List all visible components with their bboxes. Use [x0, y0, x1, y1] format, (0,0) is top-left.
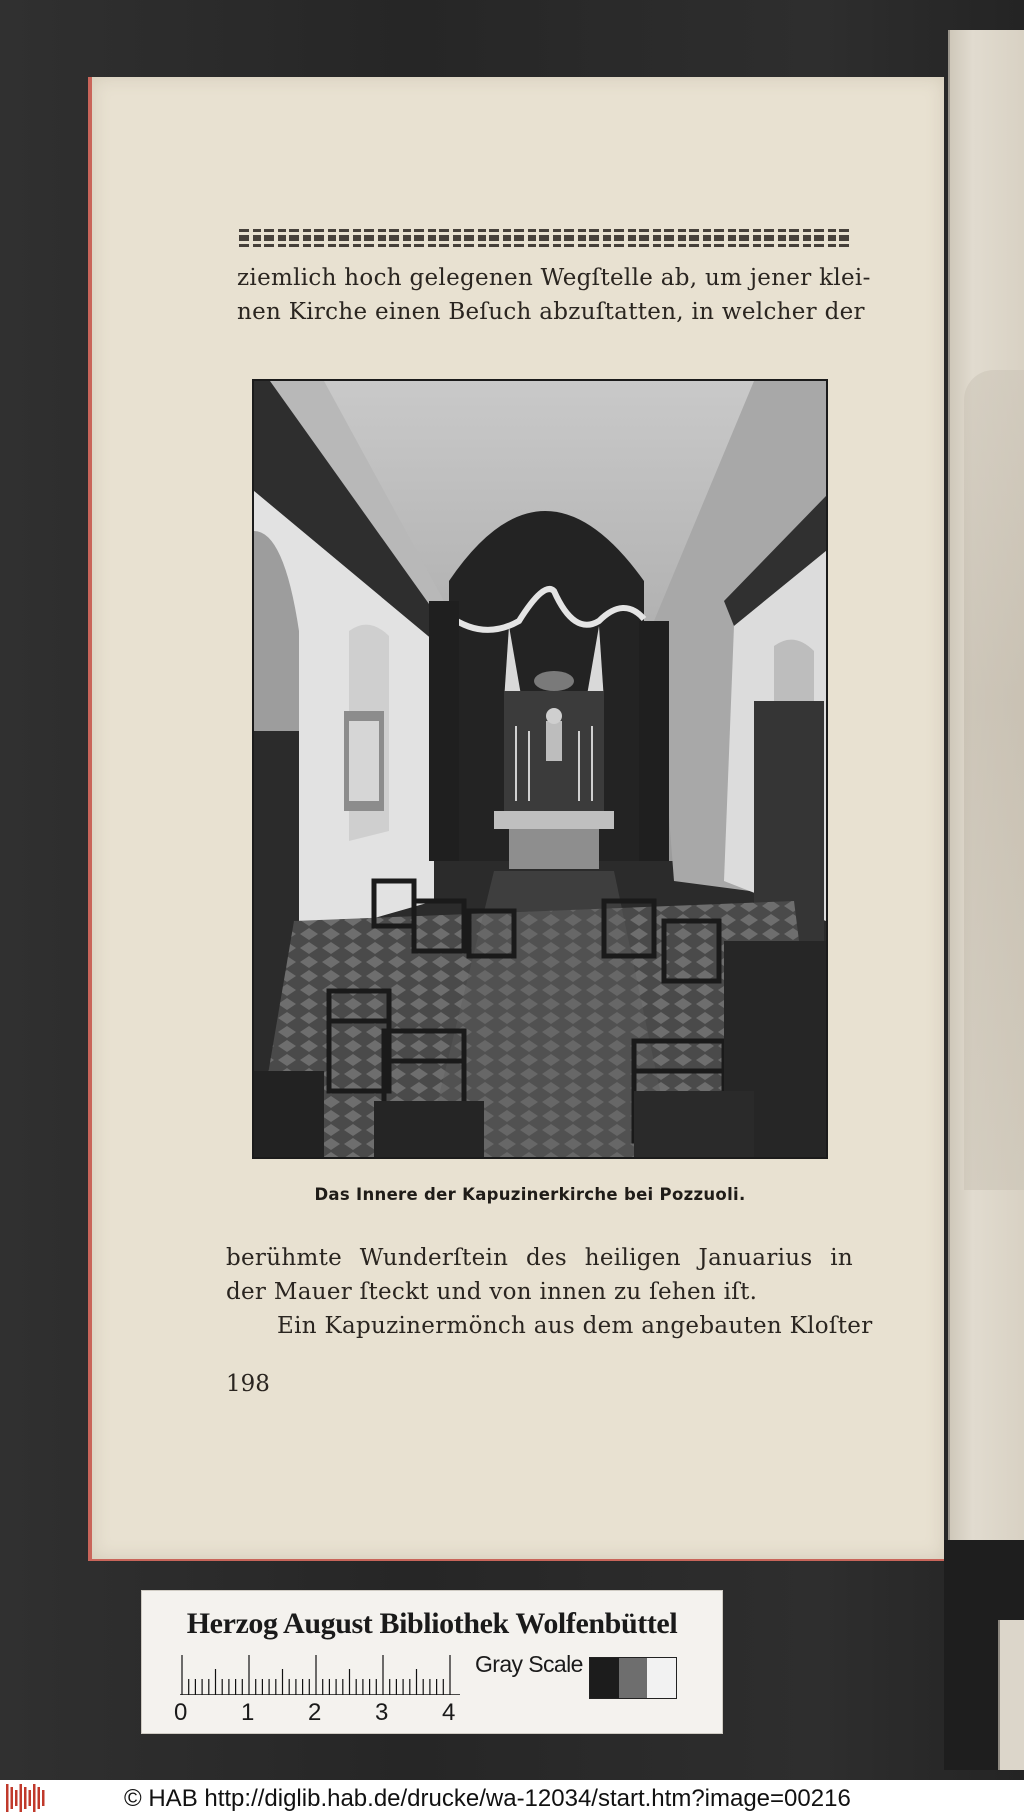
- adjacent-page-tab: [998, 1620, 1024, 1770]
- library-name: Herzog August Bibliothek Wolfenbüttel: [186, 1607, 678, 1640]
- body-text-line-1: ziemlich hoch gelegenen Wegſtelle ab, um jener klei-: [237, 265, 871, 291]
- church-interior-photograph: [252, 379, 828, 1159]
- ruler-number-3: 3: [375, 1699, 389, 1726]
- ruler-number-0: 0: [174, 1699, 188, 1726]
- ruler-number-2: 2: [308, 1699, 322, 1726]
- gray-swatch-light: [647, 1658, 676, 1698]
- logo-stripe: [6, 1784, 9, 1812]
- book-page: [88, 77, 944, 1561]
- gray-swatch-mid: [619, 1658, 648, 1698]
- body-text-line-2: nen Kirche einen Beſuch abzuſtatten, in welcher der: [237, 299, 865, 325]
- library-scale-card: [141, 1590, 723, 1734]
- figure-caption: Das Innere der Kapuzinerkirche bei Pozzuoli.: [314, 1185, 746, 1204]
- logo-stripe: [15, 1790, 18, 1806]
- page-number: 198: [226, 1371, 270, 1397]
- logo-stripe: [38, 1787, 41, 1809]
- logo-stripe: [42, 1790, 45, 1806]
- logo-stripe: [24, 1787, 27, 1809]
- centimeter-ruler: [180, 1655, 460, 1695]
- body-text-line-3: berühmte Wunderſtein des heiligen Januarius in: [226, 1245, 853, 1271]
- logo-stripe: [20, 1784, 23, 1812]
- footer-copyright-url[interactable]: © HAB http://diglib.hab.de/drucke/wa-12034/start.htm?image=00216: [124, 1785, 851, 1812]
- footer-bar: [0, 1780, 1024, 1817]
- gray-scale-swatches: [589, 1657, 677, 1699]
- gray-swatch-dark: [590, 1658, 619, 1698]
- hab-logo-icon: [4, 1784, 48, 1812]
- body-text-line-5: Ein Kapuzinermönch aus dem angebauten Kloſter: [277, 1313, 873, 1339]
- body-text-line-4: der Mauer ſteckt und von innen zu ſehen iſt.: [226, 1279, 758, 1305]
- decorative-border-ornament: [239, 229, 851, 247]
- ruler-number-1: 1: [241, 1699, 255, 1726]
- logo-stripe: [33, 1784, 36, 1812]
- logo-stripe: [29, 1790, 32, 1806]
- logo-stripe: [11, 1787, 14, 1809]
- gray-scale-label: Gray Scale: [475, 1651, 583, 1677]
- adjacent-page: [948, 30, 1024, 1750]
- ruler-number-4: 4: [442, 1699, 456, 1726]
